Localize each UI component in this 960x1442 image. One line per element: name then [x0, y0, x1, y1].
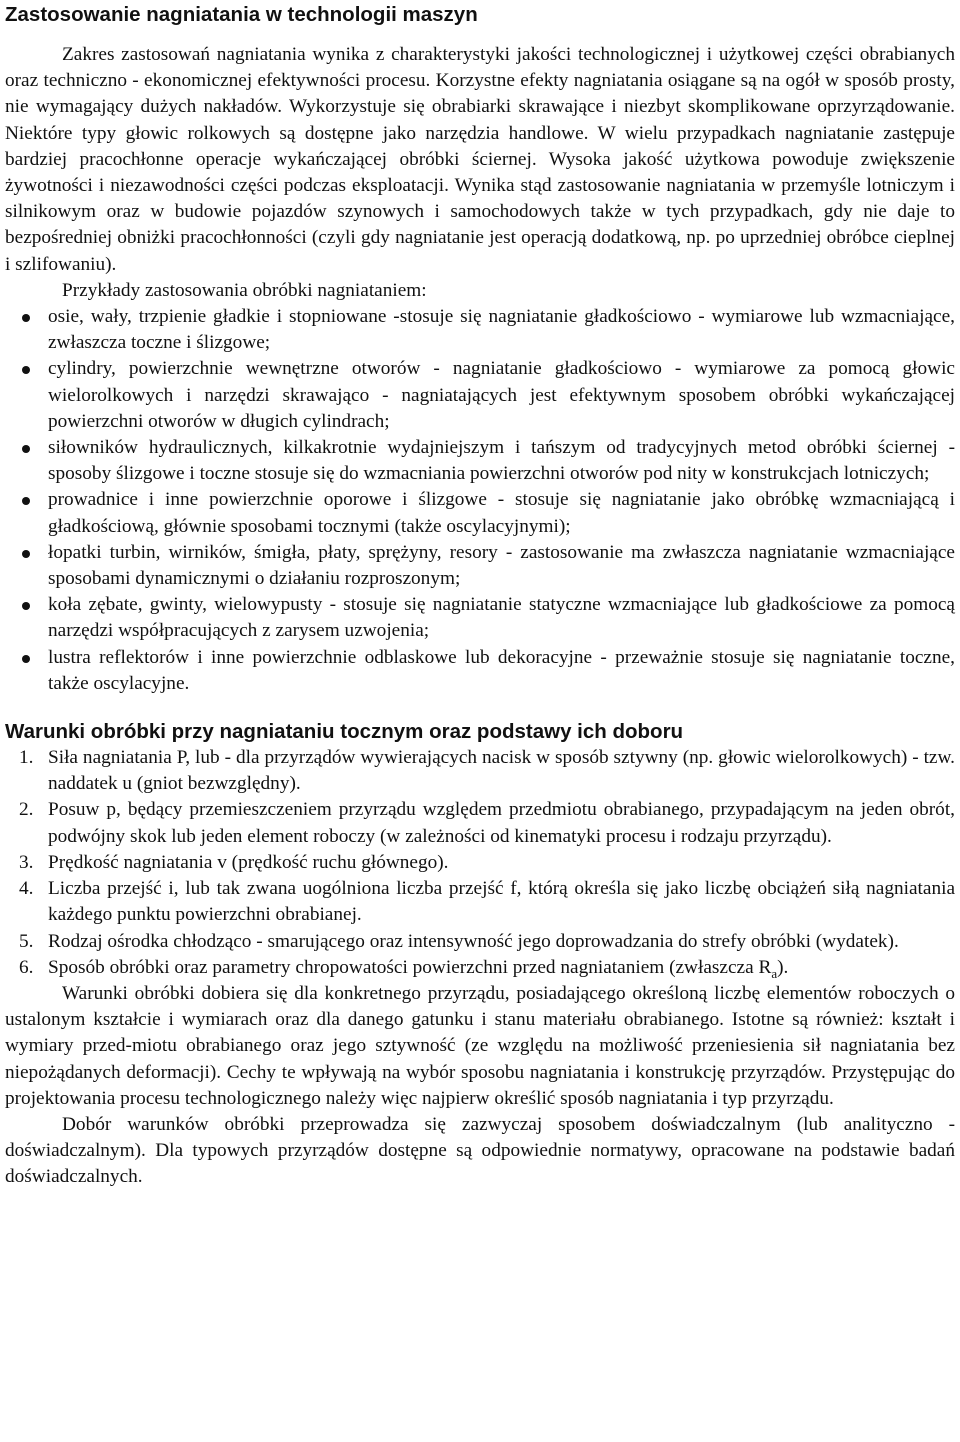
section-title-applications: Zastosowanie nagniatania w technologii maszyn [5, 3, 478, 26]
conditions-paragraph-2: Dobór warunków obróbki przeprowadza się zazwyczaj sposobem doświadczalnym (lub analityczno - doświadczalnym). Dla typowych przyrządów dostępne są odpowiednie normatywy, opracowane na podstawie badań doświadczalnych. [5, 1113, 955, 1188]
list-item [5, 850, 955, 876]
list-item [5, 929, 955, 955]
list-item [5, 487, 955, 539]
list-item-text: siłowników hydraulicznych, kilkakrotnie wydajniejszym i tańszym od tradycyjnych metod obróbki ściernej - sposoby ślizgowe i toczne stosuje się do wzmacniania powierzchni otworów pod nity w konstrukcjach lotniczych; [48, 437, 955, 485]
list-item-text: łopatki turbin, wirników, śmigła, płaty, sprężyny, resory - zastosowanie ma zwłaszcza nagniatanie wzmacniające sposobami dynamicznymi o działaniu rozproszonym; [48, 541, 955, 590]
list-item-text: cylindry, powierzchnie wewnętrzne otworów - nagniatanie gładkościowo - wymiarowe za pomocą głowic wielorolkowych i narzędzi skrawająco - nagniatających jest efektywnym sposobem obróbki wykańczającej powierzchni otworów w długich cylindrach; [48, 358, 955, 432]
list-item-text: prowadnice i inne powierzchnie oporowe i ślizgowe - stosuje się nagniatanie jako obróbkę wzmacniającą i gładkościową, głównie sposobami tocznymi (także oscylacyjnymi); [48, 489, 955, 537]
list-item-number: 4. [19, 878, 34, 900]
list-item-text: Prędkość nagniatania v (prędkość ruchu głównego). [48, 851, 449, 873]
bullet-icon [22, 655, 30, 663]
applications-paragraph: Zakres zastosowań nagniatania wynika z charakterystyki jakości technologicznej i użytkowej części obrabianych oraz techniczno - ekonomicznej efektywności procesu. Korzystne efekty nagniatania osiągane są na ogół w sposób prosty, nie wymagający dużych nakładów. Wykorzystuje się obrabiarki skrawające i niezbyt skomplikowane oprzyrządowanie. Niektóre typy głowic rolkowych są dostępne jako narzędzia handlowe. W wielu przypadkach nagniatanie zastępuje bardziej pracochłonne operacje wykańczającej obróbki ściernej. Wysoka jakość użytkowa powoduje zwiększenie żywotności i niezawodności części podczas eksploatacji. Wynika stąd zastosowanie nagniatania w przemyśle lotniczym i silnikowym oraz w budowie pojazdów szynowych i samochodowych także w tych przypadkach, gdy nie daje to bezpośredniej obniżki pracochłonności (czyli gdy nagniatanie jest operacją dodatkową, np. po uprzedniej obróbce cieplnej i szlifowaniu). [5, 44, 955, 275]
bullet-icon [22, 497, 30, 505]
subscript-a: a [771, 965, 778, 981]
list-item-text: koła zębate, gwinty, wielowypusty - stosuje się nagniatanie statyczne wzmacniające lub gładkościowe za pomocą narzędzi współpracujących z zarysem uzwojenia; [48, 594, 955, 642]
list-item-text: osie, wały, trzpienie gładkie i stopniowane -stosuje się nagniatanie gładkościowo - wymiarowe lub wzmacniające, zwłaszcza toczne i ślizgowe; [48, 306, 955, 354]
list-item [5, 356, 955, 435]
document-page [5, 0, 955, 1191]
list-item [5, 304, 955, 356]
examples-intro: Przykłady zastosowania obróbki nagniataniem: [62, 279, 427, 301]
list-item-text: Siła nagniatania P, lub - dla przyrządów wywierających nacisk w sposób sztywny (np. głowic wielorolkowych) - tzw. naddatek u (gniot bezwzględny). [48, 747, 955, 795]
list-item-text: Posuw p, będący przemieszczeniem przyrządu względem przedmiotu obrabianego, przypadającym na jeden obrót, podwójny skok lub jeden element roboczy (w zależności od kinematyki procesu i rodzaju przyrządu). [48, 799, 955, 847]
list-item-text: lustra reflektorów i inne powierzchnie odblaskowe lub dekoracyjne - przeważnie stosuje się nagniatanie toczne, także oscylacyjne. [48, 646, 955, 694]
list-item-number: 5. [19, 930, 34, 952]
list-item [5, 797, 955, 849]
list-item-number: 2. [19, 799, 34, 821]
list-item-number: 1. [19, 747, 34, 769]
list-item [5, 876, 955, 928]
conditions-paragraph-1: Warunki obróbki dobiera się dla konkretnego przyrządu, posiadającego określoną liczbę elementów roboczych o ustalonym kształcie i wymiarach oraz dla danego gatunku i stanu materiału obrabianego. Istotne są również: kształt i wymiary przed-miotu obrabianego oraz jego sztywność (ze względu na możliwość przeniesienia sił nagniatania bez niepożądanych deformacji). Cechy te wpływają na wybór sposobu nagniatania i konstrukcję przyrządów. Przystępując do projektowania procesu technologicznego należy więc najpierw określić sposób nagniatania i typ przyrządu. [5, 982, 955, 1109]
list-item-text-after: ). [777, 956, 789, 978]
list-item-number: 3. [19, 851, 34, 873]
bullet-icon [22, 314, 30, 322]
list-item-number: 6. [19, 956, 34, 978]
bullet-icon [22, 602, 30, 610]
list-item [5, 745, 955, 797]
section-title-conditions: Warunki obróbki przy nagniataniu tocznym oraz podstawy ich doboru [5, 720, 684, 744]
bullet-icon [22, 445, 30, 453]
list-item-text: Sposób obróbki oraz parametry chropowatości powierzchni przed nagniataniem (zwłaszcza R [48, 956, 772, 978]
list-item [5, 955, 955, 981]
list-item [5, 592, 955, 644]
examples-list [5, 304, 955, 697]
list-item-text: Liczba przejść i, lub tak zwana uogólniona liczba przejść f, którą określa się jako liczbę obciążeń siłą nagniatania każdego punktu powierzchni obrabianej. [48, 878, 955, 926]
conditions-list [5, 745, 955, 981]
bullet-icon [22, 366, 30, 374]
list-item-text: Rodzaj ośrodka chłodząco - smarującego oraz intensywność jego doprowadzania do strefy obróbki (wydatek). [48, 930, 899, 952]
list-item [5, 645, 955, 697]
list-item [5, 540, 955, 592]
bullet-icon [22, 550, 30, 558]
list-item [5, 435, 955, 487]
